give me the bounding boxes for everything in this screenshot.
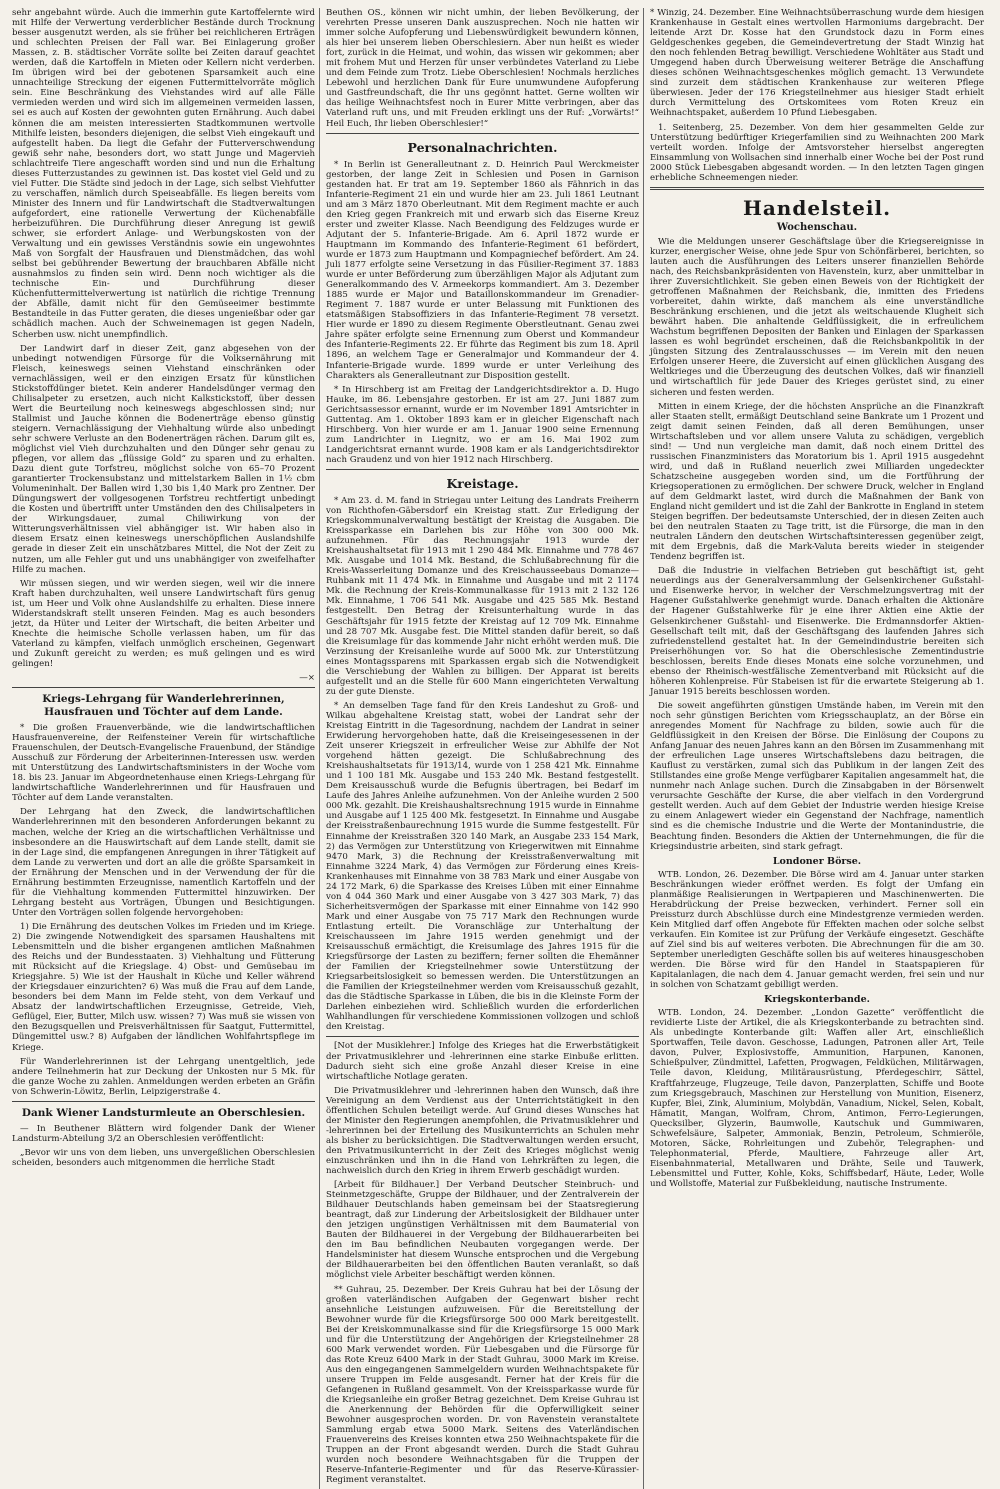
column-middle: [326, 8, 644, 1489]
article-heading: Kriegs-Lehrgang für Wanderlehrerinnen, Hausfrauen und Töchter auf dem Lande.: [42, 693, 285, 719]
divider: [12, 1101, 315, 1102]
article-heading: Londoner Börse.: [772, 855, 862, 867]
article-paragraph: * Winzig, 24. Dezember. Eine Weihnachtsüberraschung wurde dem hiesigen Krankenhause in Gestalt eines wertvollen Harmoniums dargebracht. Der leitende Arzt Dr. Kosse hat den Grundstock dazu in Form eines Geldgeschenkes gegeben, die Gemeindevertretung der Stadt Winzig hat den noch fehlenden Betrag bewilligt. Verschiedene Wohltäter aus Stadt und Umgegend haben durch Überweisung weiterer Beträge die Anschaffung dieses schönen Weihnachtsgeschenkes möglich gemacht. 13 Verwundete sind zurzeit dem städtischen Krankenhause zur weiteren Pflege überwiesen. Jeder der 176 Kriegsteilnehmer aus hiesiger Stadt erhielt durch Vermittelung des Ortskomitees vom Roten Kreuz ein Weihnachtspaket, außerdem 10 Pfund Liebesgaben.: [650, 8, 984, 119]
newspaper-page: [12, 8, 988, 1486]
article-paragraph: WTB. London, 24. Dezember. „London Gazette“ veröffentlicht die revidierte Liste der Artikel, die als Kriegskonterbande zu betrachten sind. Als unbedingte Konterbande gilt: Waffen aller Art, einschließlich Sportwaffen, Teile davon. Geschosse, Ladungen, Patronen aller Art, Teile davon, Pulver, Explosivstoffe, Ammunition, Harpunen, Kanonen, Schießpulver, Zündmittel, Lafetten, Progwagen, Feldküchen, Militärwagen, Teile davon, Kleidung, Militärausrüstung, Pferdegeschirr, Sättel, Kraftfahrzeuge, Flugzeuge, Teile davon, Panzerplatten, Schiffe und Boote zum Kriegsgebrauch, Maschinen zur Herstellung von Munition, Eisenerz, Kupfer, Blei, Zink, Aluminium, Molybdän, Vanadium, Nickel, Selen, Kobalt, Hämatit, Mangan, Wolfram, Chrom, Antimon, Ferro-Legierungen, Quecksilber, Glyzerin, Baumwolle, Kautschuk und Gummiwaren, Schwefelsäure, Salpeter, Ammoniak, Benzin, Petroleum, Schmieröle, Motoren, Säcke, Rohrleitungen und Zubehör, Telegraphen- und Telephonmaterial, Pferde, Maultiere, Fahrzeuge aller Art, Eisenbahnmaterial, Metallwaren und Drähte, Seile und Tauwerk, Lebensmittel und Futter, Kohle, Koks, Schiffsbedarf, Häute, Leder, Wolle und Wollstoffe, Material zur Fußbekleidung, nautische Instrumente.: [650, 1008, 984, 1189]
article-paragraph: WTB. London, 26. Dezember. Die Börse wird am 4. Januar unter starken Beschränkungen wieder eröffnet werden. Es folgt der Umfang ein planmäßige Realisierungen in Wertpapieren und Maschinenwerten. Die Herabdrückung der Preise bezwecken, verhindert. Ferner soll ein Preissturz durch Abschlüsse durch eine Mindestgrenze vermieden werden. Kein Mitglied darf offen Angebote für Effekten machen oder solche selbst verkaufen. Ein Komitee ist zur Prüfung der Verkäufe eingesetzt. Geschäfte auf Ziel sind bis auf weiteres verboten. Die Abrechnungen für die am 30. September unerledigten Geschäfte sollen bis auf weiteres hinausgeschoben werden. Die Börse wird für den Handel in Staatspapieren für Kapitalanlagen, die nach dem 4. Januar gemacht werden, frei sein und nur in solchen von Schatzamt gebilligt werden.: [650, 869, 984, 991]
article-paragraph: — In Beuthener Blättern wird folgender Dank der Wiener Landsturm-Abteilung 3/2 an Oberschlesien veröffentlicht:: [12, 1123, 315, 1144]
column-right: [650, 8, 988, 1489]
section-heading: Personalnachrichten.: [407, 139, 558, 155]
divider: [326, 469, 639, 470]
article-paragraph: ** Guhrau, 25. Dezember. Der Kreis Guhrau hat bei der Lösung der großen vaterländischen Aufgaben der Gegenwart bisher recht ansehnliche Leistungen aufzuweisen. Für die Bereitstellung der Bewohner wurde für die Kriegsfürsorge 500 000 Mark bereitgestellt. Bei der Kreiskommunalkasse sind für die Kriegsfürsorge 15 000 Mark und für die Unterstützung der Angehörigen der Kriegsteilnehmer 28 600 Mark verwendet worden. Für Liebesgaben und die Fürsorge für das Rote Kreuz 6400 Mark in der Stadt Guhrau, 3000 Mark im Kreise. Aus den eingegangenen Sammelgeldern wurden Weihnachtspakete für unsere Truppen im Felde ausgesandt. Ferner hat der Kreis für die Gefangenen in Rußland gesammelt. Von der Kreissparkasse wurde für die Kriegsanleihe ein großer Betrag gezeichnet. Dem Kreise Guhrau ist die Anerkennung der Behörden für die Opferwilligkeit seiner Bewohner ausgesprochen worden. Dr. von Ravenstein veranstaltete Sammlung ergab etwa 5000 Mark. Seitens des Vaterländischen Frauenvereins des Kreises konnten etwa 250 Weihnachtspakete für die Truppen an der Front abgesandt werden. Durch die Stadt Guhrau wurden noch besondere Weihnachtsgaben für die Truppen der Reserve-Infanterie-Regimenter und für das Reserve-Kürassier-Regiment veranstaltet.: [326, 1284, 639, 1486]
article-paragraph: Wir müssen siegen, und wir werden siegen, weil wir die innere Kraft haben durchzuhalten, weil unsere Landwirtschaft fürs genug ist, um Heer und Volk ohne Auslandshilfe zu erhalten. Diese innere Widerstandskraft stellt unseren Feinden. Mag es auch besonders jetzt, da Hüter und Leiter der Wirtschaft, die beiten Arbeiter und Knechte die heimische Scholle verlassen haben, um für das Vaterland zu kämpfen, vielfach unmöglich erscheinen, Gegenwart und Zukunft gereicht zu werden; es muß gelingen und es wird gelingen!: [12, 578, 315, 669]
article-paragraph: Beuthen OS., können wir nicht umhin, der lieben Bevölkerung, der verehrten Presse unseren Dank auszusprechen. Noch nie hatten wir immer solche Aufopferung und Liebenswürdigkeit bewundern können, als hier bei unserem lieben Oberschlesiern. Aber nun heißt es wieder fort, zurück in die Heimat, und wohin, das wissen wir gekommen; aber mit frohem Mut und Herzen für unser verbündetes Vaterland zu Liebe und dem Feinde zum Trotz. Liebe Oberschlesien! Nochmals herzliches Lebewohl und herzlichen Dank für Eure unumwundene Aufopferung und Gastfreundschaft, die Ihr uns gegönnt hattet. Gerne wollten wir das heilige Weihnachtsfest noch in Eurer Mitte verbringen, aber das Vaterland ruft uns, und mit Freuden erklingt uns der Ruf: „Vorwärts!“ Heil Euch, Ihr lieben Oberschlesier!“: [326, 8, 639, 129]
article-signature: —×: [299, 673, 315, 684]
article-paragraph: * In Hirschberg ist am Freitag der Landgerichtsdirektor a. D. Hugo Hauke, im 86. Lebensjahre gestorben. Er ist am 27. Juni 1887 zum Gerichtsassessor ernannt, wurde er im November 1891 Amtsrichter in Guttentag. Am 1. Oktober 1893 kam er in gleicher Eigenschaft nach Hirschberg. Von hier wurde er am 1. Januar 1900 seine Ernennung zum Landrichter in Liegnitz, wo er am 16. Mai 1902 zum Landgerichtsrat ernannt wurde. 1908 kam er als Landgerichtsdirektor nach Graudenz und von hier 1912 nach Hirschberg.: [326, 384, 639, 465]
divider: [650, 187, 984, 190]
article-paragraph: Die soweit angeführten günstigen Umstände haben, im Verein mit den noch sehr günstigen Berichten vom Kriegsschauplatz, an der Börse ein anregendes Moment für Nachfrage zu bilden, sowie auch für die Geldflüssigkeit in den Kreisen der Börse. Die Einlösung der Coupons zu Anfang Januar des neuen Jahres kann an den Börsen im Zusammenhang mit der erfreulichen Lage unseres Wirtschaftslebens dazu beitragen, die Kauflust zu verstärken, zumal sich das Publikum in der langen Zeit des Stillstandes eine große Menge verfügbarer Kapitalien angesammelt hat, die nunmehr nach Anlage suchen. Durch die Zinsabgaben in der Börsenwelt verursachte Geschäfte der Kurse, die aber vielfach in den Vordergrund gestellt werden. Auch auf dem Gebiet der Industrie werden hiesige Kreise zu einem Anlagewert wieder ein Gegenstand der Nachfrage, namentlich sind es die chemische Industrie und die Werte der Montanindustrie, die Beachtung finden. Besonders die Aktien der Unternehmungen, die für die Kriegsindustrie arbeiten, sind stark gefragt.: [650, 700, 984, 852]
divider: [12, 687, 315, 688]
article-paragraph: sehr angebahnt würde. Auch die immerhin gute Kartoffelernte wird mit Hilfe der Verwertung verderblicher Bestände durch Trocknung besser ausgenutzt werden, als sie früher bei reichlicheren Erträgen und schlechten Preisen der Fall war. Bei Einlagerung großer Massen, z. B. städtischer Vorräte sollte bei Zeiten darauf geachtet werden, daß die Kartoffeln in Mieten oder Kellern nicht verderben. Im übrigen wird bei der gebotenen Sparsamkeit auch eine unnachteilige Streckung der eigenen Futtermittelvorräte möglich sein. Eine Beschränkung des Viehstandes wird auf alle Fälle vermieden werden und wird sich im allgemeinen vermeiden lassen, sei es auch auf Kosten der gewohnten guten Ernährung. Auch dabei können die am meisten interessierten Stadtkommunen wertvolle Mithilfe leisten, besonders diejenigen, die selbst Vieh eingekauft und aufgestellt haben. Da liegt die Gefahr der Futterverschwendung gewiß sehr nahe, besonders dort, wo statt Junge und Magervieh schlachtreife Tiere angeschafft worden sind und nun die Erhaltung dieses Futterzustandes zu gewinnen ist. Das kostet viel Geld und zu viel Futter. Die Städte sind jedoch in der Lage, sich selbst Viehfutter zu verschaffen, nämlich durch Speiseabfälle. Es liegen bereits vom Minister des Innern und für Landwirtschaft die Stadtverwaltungen aufgefordert, eine rationelle Verwertung der Küchenabfälle herbeizuführen. Die Durchführung dieser Anregung ist gewiß schwer, sie erfordert Anlage- und Werbungskosten von der Verwaltung und ein gewisses Verständnis sowie ein ungewohntes Maß von Sorgfalt der Hausfrauen und Dienstmädchen, das wohl selbst bei gebührender Bewertung der brauchbaren Abfälle nicht ausnahmslos zu finden sein wird. Denn noch wichtiger als die technische Ein- und Durchführung dieser Küchenfuttermittelverwertung ist natürlich die richtige Trennung der Abfälle, damit nicht für den Gemüseeimer bestimmte Bestandteile in das Futter geraten, die dieses ungenießbar oder gar schädlich machen. Auch der Schweinemagen ist gegen Nadeln, Scherben usw. nicht unempfindlich.: [12, 8, 315, 340]
article-heading: Dank Wiener Landsturmleute an Oberschlesien.: [21, 1106, 306, 1119]
section-subtitle: Wochenschau.: [776, 221, 858, 233]
article-paragraph: Für Wanderlehrerinnen ist der Lehrgang unentgeltlich, jede andere Teilnehmerin hat zur Deckung der Unkosten nur 5 Mk. für die ganze Woche zu zahlen. Anmeldungen werden erbeten an Gräfin von Schwerin-Löwitz, Berlin, Leipzigerstraße 4.: [12, 1056, 315, 1097]
article-paragraph: * In Berlin ist Generalleutnant z. D. Heinrich Paul Werckmeister gestorben, der lange Zeit in Schlesien und Posen in Garnison gestanden hat. Er trat am 19. September 1860 als Fähnrich in das Infanterie-Regiment 21 ein und wurde hier am 23. Juli 1861 Leutnant und am 3 März 1870 Oberleutnant. Mit dem Regiment machte er auch den Krieg gegen Frankreich mit und erwarb sich das Eiserne Kreuz erster und zweiter Klasse. Nach Beendigung des Feldzuges wurde er Adjutant der 5. Infanterie-Brigade. Am 6. April 1872 wurde er Hauptmann im Kommando des Infanterie-Regiment 61 befördert, wurde er 1873 zum Hauptmann und Kompagniechef befördert. Am 24. Juli 1877 erfolgte seine Versetzung in das Füsilier-Regiment 37. 1883 wurde er unter Beförderung zum überzähligen Major als Adjutant zum Generalkommando des V. Armeekorps kommandiert. Am 3. Dezember 1885 wurde er Major und Bataillonskommandeur im Grenadier-Regiment 7. 1887 wurde er unter Belassung mit Funktionen des etatsmäßigen Stabsoffiziers in das Infanterie-Regiment 78 versetzt. Hier wurde er 1890 zu diesem Regimente Oberstleutnant. Genau zwei Jahre später erfolgte seine Ernennung zum Oberst und Kommandeur des Infanterie-Regiments 22. Er führte das Regiment bis zum 18. April 1896, an welchem Tage er Generalmajor und Kommandeur der 4. Infanterie-Brigade wurde. 1899 wurde er unter Verleihung des Charakters als Generalleutnant zur Disposition gestellt.: [326, 159, 639, 381]
article-paragraph: Wie die Meldungen unserer Geschäftslage über die Kriegsereignisse in kurzer, energischer Weise, ohne jede Spur von Schönfärberei, berichten, so lauten auch die Ausführungen des Leiters unserer finanziellen Behörde nach, des Reichsbankpräsidenten von Havenstein, kurz, aber unmittelbar in ihrer Zuversichtlichkeit. Sie geben einen Beweis von der Richtigkeit der getroffenen Maßnahmen der Reichsbank, die, inmitten des Friedens vorbereitet, dahin wirkte, daß manchem als eine unverständliche Beschränkung erschienen, und die jetzt als weitschauende Klugheit sich bewährt haben. Die anhaltende Geldflüssigkeit, die in erfreulichem Wachstum begriffenen Depositen der Banken und Einlagen der Sparkassen lassen es wohl begründet erscheinen, daß die Reichsbankpolitik in der jüngsten Sitzung des Zentralausschusses — im Verein mit den neuen Erfolgen unserer Heere, die Zuversicht auf einen glücklichen Ausgang des Weltkrieges und die Überzeugung des deutschen Volkes, daß wir finanziell und wirtschaftlich für jede Dauer des Krieges gerüstet sind, zu einer sicheren und festen werden.: [650, 236, 984, 398]
divider: [326, 1036, 639, 1037]
article-paragraph: * An demselben Tage fand für den Kreis Landeshut zu Groß- und Wilkau abgehaltene Kreistag statt, wobei der Landrat sehr der Kreistag Eintritt in die Tagesordnung, nachdem der Landrat in seiner Erwiderung hervorgehoben hatte, daß die Kreiseingesessenen in der Zeit unserer Kriegszeit in erfreulicher Weise zur Abhilfe der Not vorgehend hätten gezeigt. Die Schlußabrechnung des Kreishaushaltsetats für 1913/14, wurde von 1 258 421 Mk. Einnahme und 1 100 181 Mk. Ausgabe und 153 240 Mk. Bestand festgestellt. Dem Kreisausschuß wurde die Befugnis übertragen, bei Bedarf im Laufe des Jahres Anleihe aufzunehmen. Von der Anleihe wurden 2 500 000 Mk. gezahlt. Die Kreishaushaltsrechnung 1915 wurde in Einnahme und Ausgabe auf 1 125 400 Mk. festgesetzt. In Einnahme und Ausgabe der Kreisstraßenbaurechnung 1915 wurde die Summe festgestellt. Für Einnahme der Kreisstraßen 320 140 Mark, an Ausgabe 233 154 Mark, 2) das Vermögen zur Unterstützung von Kriegerwitwen mit Einnahme 9470 Mark, 3) die Rechnung der Kreisstraßenverwaltung mit Einnahme 3224 Mark, 4) das Vermögen zur Förderung eines Kreis-Krankenhauses mit Einnahme von 38 783 Mark und einer Ausgabe von 24 172 Mark, 6) die Sparkasse des Kreises Lüben mit einer Einnahme von 4 044 360 Mark und einer Ausgabe von 3 427 303 Mark, 7) das Sicherheitsvermögen der Sparkasse mit einer Einnahme von 142 990 Mark und einer Ausgabe von 75 717 Mark den Rechnungen wurde Entlastung erteilt. Die Voranschläge zur Unterhaltung der Kreischausseen im Jahre 1915 werden genehmigt und der Kreisausschuß ermächtigt, die Kreisumlage des Jahres 1915 für die Kriegsfürsorge der Lasten zu beziffern; ferner sollten die Ehemänner der Familien der Kriegsteilnehmer sowie Unterstützung der Kriegsarbeitslosigkeit so bemessen werden. Die Unterstützungen an die Familien der Kriegsteilnehmer werden vom Kreisausschuß gezahlt, das die Städtische Sparkasse in Lüben, die bis in die Kleinste Form der Darlehen einbeziehen wird. Schließlich wurden die erforderlichen Wahlhandlungen für verschiedene Kommissionen vollzogen und schloß den Kreistag.: [326, 700, 639, 1033]
section-heading: Kreistage.: [446, 475, 519, 491]
section-title-handelsteil: Handelsteil.: [742, 195, 892, 220]
article-paragraph: [Arbeit für Bildhauer.] Der Verband Deutscher Steinbruch- und Steinmetzgeschäfte, Gruppe der Bildhauer, und der Zentralverein der Bildhauer Deutschlands haben gemeinsam bei der Staatsregierung beantragt, daß zur Linderung der Arbeitslosigkeit der Bildhauer unter den jetzigen ungünstigen Verhältnissen mit dem Baumaterial von Bauten der Bildhauerei in der Vergebung der Bildhauerarbeiten bei den im Bau befindlichen Neubauten vorgegangen werde. Der Handelsminister hat diesem Wunsche entsprochen und die Vergebung der Bildhauerarbeiten bei den öffentlichen Bauten veranlaßt, so daß möglichst viele Arbeiter beschäftigt werden können.: [326, 1180, 639, 1281]
article-paragraph: 1) Die Ernährung des deutschen Volkes im Frieden und im Kriege. 2) Die zwingende Notwendigkeit des sparsamen Haushaltens mit Lebensmitteln und die bisher ergangenen amtlichen Maßnahmen des Reichs und der Bundesstaaten. 3) Viehhaltung und Fütterung mit Rücksicht auf die Kriegslage. 4) Obst- und Gemüsebau im Kriegsjahre. 5) Wie ist der Haushalt in Küche und Keller während der Kriegsdauer einzurichten? 6) Was muß die Frau auf dem Lande, besonders bei dem Mann im Felde steht, von dem Verkauf und Absatz der landwirtschaftlichen Erzeugnisse, Getreide, Vieh, Geflügel, Eier, Butter, Milch usw. wissen? 7) Was muß sie wissen von den Bezugsquellen und Preisverhältnissen für Saatgut, Futtermittel, Düngemittel usw.? 8) Aufgaben der ländlichen Wohlfahrtspflege im Kriege.: [12, 921, 315, 1053]
article-paragraph: „Bevor wir uns von dem lieben, uns unvergeßlichen Oberschlesien scheiden, besonders auch mitgenommen die herrliche Stadt: [12, 1147, 315, 1168]
article-paragraph: [Not der Musiklehrer.] Infolge des Krieges hat die Erwerbstätigkeit der Privatmusiklehrer und -lehrerinnen eine starke Einbuße erlitten. Dadurch sieht sich eine große Anzahl dieser Kreise in eine wirtschaftliche Notlage geraten.: [326, 1041, 639, 1082]
column-left: [12, 8, 320, 1489]
article-paragraph: Der Lehrgang hat den Zweck, die landwirtschaftlichen Wanderlehrerinnen mit den besonderen Anforderungen bekannt zu machen, welche der Krieg an die wirtschaftlichen Verhältnisse und insbesondere an die Hauswirtschaft auf dem Lande stellt, damit sie in der Lage sind, die empfangenen Anregungen in ihrer Tätigkeit auf dem Lande zu verwerten und dort an alle die größte Sparsamkeit in der Ernährung der Menschen und in der Verwendung der für die Ernährung bestimmten Erzeugnisse, namentlich Kartoffeln und der für die Viehhaltung kommenden Futtermittel hinzuwirken. Der Lehrgang besteht aus Vorträgen, Übungen und Besichtigungen. Unter den Vorträgen sollen folgende hervorgehoben:: [12, 807, 315, 918]
divider: [326, 133, 639, 134]
article-paragraph: 1. Seitenberg, 25. Dezember. Von dem hier gesammelten Gelde zur Unterstützung bedürftiger Kriegerfamilien sind zu Weihnachten 200 Mark verteilt worden. Infolge der Amtsvorsteher hierselbst angeregten Einsammlung von Wollsachen sind innerhalb einer Woche bei der Post rund 2000 Stück Liebesgaben abgesandt worden. — In den letzten Tagen gingen erhebliche Schneemengen nieder.: [650, 122, 984, 183]
article-paragraph: Mitten in einem Kriege, der die höchsten Ansprüche an die Finanzkraft aller Staaten stellt, ermäßigt Deutschland seine Bankrate um 1 Prozent und zeigt damit seinen Feinden, daß all deren Bemühungen, unser Wirtschaftsleben und vor allem unsere Valuta zu schädigen, vergeblich sind! — Und nun vergleiche man damit, daß noch einem Drittel des russischen Finanzministers das Moratorium bis 1. April 1915 ausgedehnt wird, und daß in Rußland neuerlich zwei Milliarden ungedeckter Schatzscheine ausgegeben worden sind, um die Fortführung der Kriegsoperationen zu ermöglichen. Der schwere Druck, welcher in England auf dem Geldmarkt lastet, wird durch die Maßnahmen der Bank von England nicht gemildert und ist die Zahl der Bankrotte in England in stetem Steigen begriffen. Der bedeutsamste Unterschied, der in diesen Zeiten auch bei den neutralen Staaten zu Tage tritt, ist die Fürsorge, die man in den neutralen Ländern den deutschen Wirtschaftsinteressen gegenüber zeigt, mit dem Ergebnis, daß die Mark-Valuta bereits wieder in steigender Tendenz begriffen ist.: [650, 401, 984, 563]
article-paragraph: Der Landwirt darf in dieser Zeit, ganz abgesehen von der unbedingt notwendigen Fürsorge für die Volksernährung mit Fleisch, keineswegs seinen Viehstand einschränken oder vernachlässigen, weil er den einzigen Ersatz für künstlichen Stickstoffdünger bietet. Kein anderer Handelsdünger vermag den Chilisalpeter zu ersetzen, auch nicht Kalkstickstoff, über dessen Wert die Beurteilung noch keineswegs abgeschlossen sind; nur Stallmist und Jauche können die Bodenerträge ebenso günstig steigern. Vernachlässigung der Viehhaltung würde also unbedingt sehr schwere Verluste an den Bodenerträgen rächen. Darum gilt es, möglichst viel Vieh durchzuhalten und den Dünger sehr genau zu pflegen, vor allem das „flüssige Gold“ zu sparen und zu erhalten. Dazu dient gute Torfstreu, möglichst solche von 65–70 Prozent garantierter Trockensubstanz und mittelstarkem Ballen in 1½ cbm Volumeninhalt. Der Ballen wird 1,30 bis 1,40 Mark pro Zentner. Der Düngungswert der vollgesogenen Torfstreu rechtfertigt unbedingt die Kosten und übertrifft unter Umständen den des Chilisalpeters in der Wirkungsdauer, zumal Chiliwirkung von der Witterungsverhältnissen viel abhängiger ist. Wir haben also in diesem Ersatz einen keineswegs unerschöpflichen Auslandshilfe gerade in dieser Zeit ein unschätzbares Mittel, die Not der Zeit zu nutzen, um alle Fehler gut und uns unabhängiger von zweifelhafter Hilfe zu machen.: [12, 343, 315, 575]
article-paragraph: Daß die Industrie in vielfachen Betrieben gut beschäftigt ist, geht neuerdings aus der Generalversammlung der Gelsenkirchener Gußstahl- und Eisenwerke hervor, in welcher der Verschmelzungsvertrag mit der Hagener Gußstahlwerke genehmigt wurde. Danach erhalten die Aktionäre der Hagener Gußstahlwerke für je eine ihrer Aktien eine Aktie der Gelsenkirchener Gußstahl- und Eisenwerke. Die Erdmannsdorfer Aktien-Gesellschaft teilt mit, daß der Geschäftsgang des laufenden Jahres sich zufriedenstellend gestaltet hat. In der Gemeindindustrie bereiten sich Preiserhöhungen vor. So hat die Oberschlesische Zementindustrie beschlossen, bereits Ende dieses Monats eine solche vorzunehmen, und ebenso der Rheinisch-westfälische Zementverband mit Rücksicht auf die höheren Kohlenpreise. Für Stabeisen ist für die erwartete Steigerung ab 1. Januar 1915 bereits beschlossen worden.: [650, 566, 984, 697]
article-paragraph: Die Privatmusiklehrer und -lehrerinnen haben den Wunsch, daß ihre Vereinigung an dem Verdienst aus der Unterrichtstätigkeit in den öffentlichen Schulen beteiligt werde. Auf Grund dieses Wunsches hat der Minister den Regierungen anempfohlen, die Privatmusiklehrer und -lehrerinnen bei der Erteilung des Musikunterrichts an Schulen mehr als bisher zu berücksichtigen. Die Stadtverwaltungen werden ersucht, den Privatmusikunterricht in der Zeit des Krieges möglichst wenig einzuschränken und ihn in die Hand von Lehrkräften zu legen, die nachweislich durch den Krieg in ihrem Erwerb geschädigt wurden.: [326, 1085, 639, 1177]
article-heading: Kriegskonterbande.: [764, 994, 870, 1006]
article-paragraph: * Die großen Frauenverbände, wie die landwirtschaftlichen Hausfrauenvereine, der Reifensteiner Verein für wirtschaftliche Frauenschulen, der Deutsch-Evangelische Frauenbund, der Ständige Ausschuß zur Förderung der Arbeiterinnen-Interessen usw. werden mit Unterstützung des Landwirtschaftsministers in der Woche vom 18. bis 23. Januar im Abgeordnetenhause einen Kriegs-Lehrgang für landwirtschaftliche Wanderlehrerinnen und für Hausfrauen und Töchter auf dem Lande veranstalten.: [12, 723, 315, 804]
article-paragraph: * Am 23. d. M. fand in Striegau unter Leitung des Landrats Freiherrn von Richthofen-Gäbersdorf ein Kreistag statt. Zur Erledigung der Kriegskommunalverwaltung bestätigt der Kreistag die Ausgaben. Die Kreissparkasse ein Darlehen bis zur Höhe von 300 000 Mk. aufzunehmen. Für das Rechnungsjahr 1913 wurde der Kreishaushaltsetat für 1913 mit 1 290 484 Mk. Einnahme und 778 467 Mk. Ausgabe und 1014 Mk. Bestand, die Schlußabrechnung für die Kreis-Wasserleitung Domanze und des Kreischausseebaus Domanze—Ruhbank mit 11 474 Mk. in Einnahme und Ausgabe und mit 2 1174 Mk. die Rechnung der Kreis-Kommunalkasse für 1913 mit 2 132 126 Mk. Einnahme, 1 706 541 Mk. Ausgabe und 425 585 Mk. Bestand festgestellt. Den Betrag der Kreisunterhaltung wurde in das Geschäftsjahr für 1915 fetzte der Kreistag auf 12 709 Mk. Einnahme und 28 707 Mk. Ausgabe fest. Die Mittel standen dafür bereit, so daß die Kreisumlage für das kommende Jahr nicht erhöht werden muß. Die Verzinsung der Kreisanleihe wurde auf 5000 Mk. zur Unterstützung eines Montagssparens mit Sparkassen ergab sich die Notwendigkeit die Verschiebung der Wahlen zu billigen. Der Apparat ist bereits aufgestellt und an die Stelle für 600 Mann eingerichteten Verwaltung zu der gute Dienste.: [326, 495, 639, 697]
